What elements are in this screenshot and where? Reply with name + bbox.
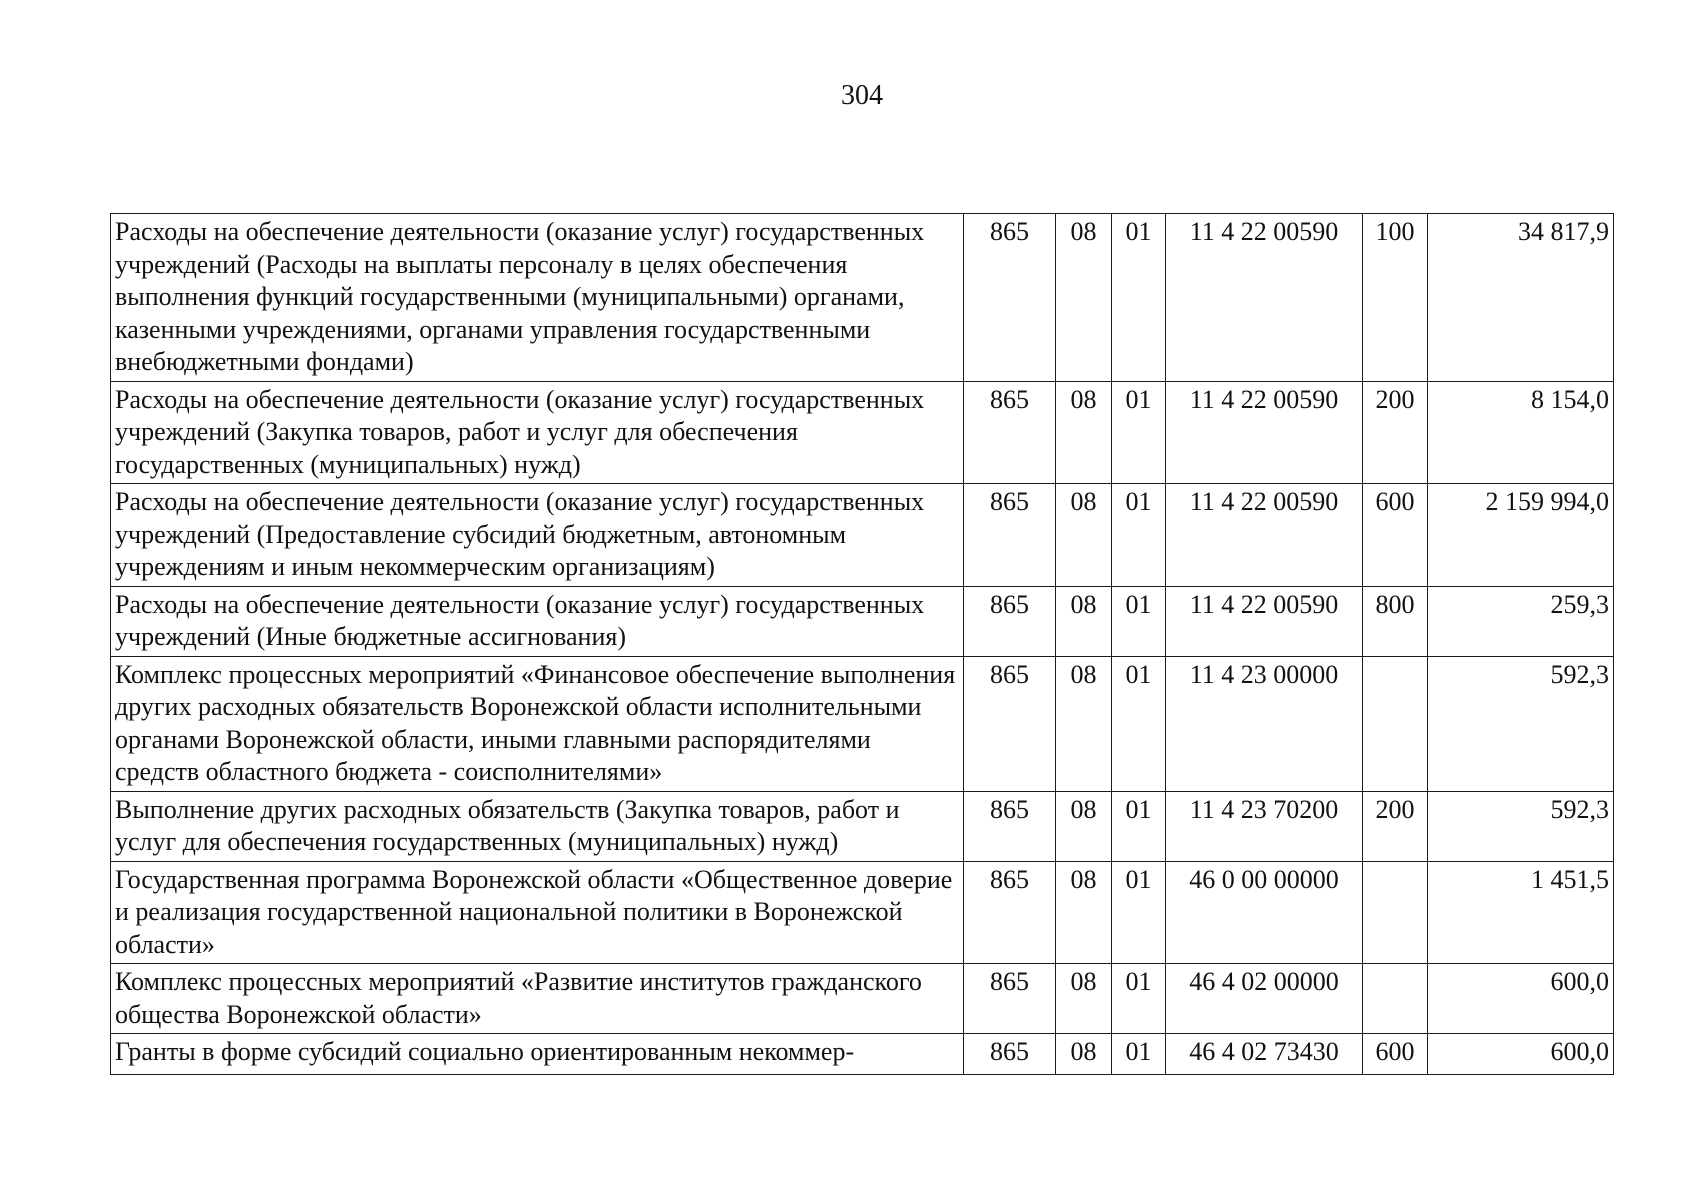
row-subsection: 01: [1112, 861, 1166, 964]
row-subsection: 01: [1112, 791, 1166, 861]
row-amount: 592,3: [1428, 791, 1614, 861]
row-subsection: 01: [1112, 381, 1166, 484]
row-expense-type: [1363, 656, 1428, 791]
row-section: 08: [1056, 381, 1112, 484]
table-row: [111, 484, 1614, 587]
row-target-article: 11 4 23 70200: [1166, 791, 1363, 861]
row-grbs: 865: [964, 381, 1056, 484]
row-subsection: 01: [1112, 484, 1166, 587]
row-target-article: 11 4 22 00590: [1166, 484, 1363, 587]
row-description: Расходы на обеспечение деятельности (оказание услуг) государственных учреждений (Закупка товаров, работ и услуг для обеспечения государственных (муниципальных) нужд): [111, 381, 964, 484]
row-target-article: 46 0 00 00000: [1166, 861, 1363, 964]
row-description: Государственная программа Воронежской области «Общественное доверие и реализация государственной национальной политики в Воронежской области»: [111, 861, 964, 964]
row-description: Расходы на обеспечение деятельности (оказание услуг) государственных учреждений (Иные бюджетные ассигнования): [111, 586, 964, 656]
row-expense-type: 600: [1363, 484, 1428, 587]
row-subsection: 01: [1112, 656, 1166, 791]
budget-table: [110, 213, 1614, 1075]
row-section: 08: [1056, 861, 1112, 964]
row-amount: 592,3: [1428, 656, 1614, 791]
row-target-article: 11 4 22 00590: [1166, 586, 1363, 656]
row-subsection: 01: [1112, 214, 1166, 382]
row-section: 08: [1056, 586, 1112, 656]
row-amount: 600,0: [1428, 1034, 1614, 1075]
row-subsection: 01: [1112, 1034, 1166, 1075]
row-section: 08: [1056, 484, 1112, 587]
row-amount: 600,0: [1428, 964, 1614, 1034]
row-amount: 34 817,9: [1428, 214, 1614, 382]
table-row: [111, 656, 1614, 791]
row-target-article: 11 4 22 00590: [1166, 381, 1363, 484]
row-target-article: 11 4 23 00000: [1166, 656, 1363, 791]
row-grbs: 865: [964, 964, 1056, 1034]
row-amount: 2 159 994,0: [1428, 484, 1614, 587]
row-expense-type: [1363, 861, 1428, 964]
row-expense-type: [1363, 964, 1428, 1034]
table-row: [111, 964, 1614, 1034]
page-number: 304: [841, 80, 883, 111]
table-row: [111, 381, 1614, 484]
row-description: Расходы на обеспечение деятельности (оказание услуг) государственных учреждений (Предоставление субсидий бюджетным, автономным учреждениям и иным некоммерческим организациям): [111, 484, 964, 587]
row-subsection: 01: [1112, 586, 1166, 656]
table-row: [111, 861, 1614, 964]
row-grbs: 865: [964, 484, 1056, 587]
row-expense-type: 100: [1363, 214, 1428, 382]
row-section: 08: [1056, 791, 1112, 861]
row-grbs: 865: [964, 586, 1056, 656]
table-row: [111, 1034, 1614, 1075]
row-section: 08: [1056, 656, 1112, 791]
row-expense-type: 600: [1363, 1034, 1428, 1075]
row-section: 08: [1056, 964, 1112, 1034]
row-expense-type: 200: [1363, 791, 1428, 861]
table-row: [111, 586, 1614, 656]
row-amount: 259,3: [1428, 586, 1614, 656]
row-grbs: 865: [964, 656, 1056, 791]
row-subsection: 01: [1112, 964, 1166, 1034]
row-target-article: 46 4 02 73430: [1166, 1034, 1363, 1075]
row-expense-type: 800: [1363, 586, 1428, 656]
row-description: Комплекс процессных мероприятий «Развитие институтов гражданского общества Воронежской области»: [111, 964, 964, 1034]
row-grbs: 865: [964, 1034, 1056, 1075]
table-row: [111, 791, 1614, 861]
row-target-article: 11 4 22 00590: [1166, 214, 1363, 382]
row-grbs: 865: [964, 861, 1056, 964]
row-grbs: 865: [964, 791, 1056, 861]
row-description: Комплекс процессных мероприятий «Финансовое обеспечение выполнения других расходных обязательств Воронежской области исполнительными органами Воронежской области, иными главными распорядителями средств областного бюджета - соисполнителями»: [111, 656, 964, 791]
row-section: 08: [1056, 214, 1112, 382]
row-description: Расходы на обеспечение деятельности (оказание услуг) государственных учреждений (Расходы на выплаты персоналу в целях обеспечения выполнения функций государственными (муниципальными) органами, казенными учреждениями, органами управления государственными внебюджетными фондами): [111, 214, 964, 382]
row-description: Гранты в форме субсидий социально ориентированным некоммер-: [111, 1034, 964, 1075]
row-section: 08: [1056, 1034, 1112, 1075]
row-grbs: 865: [964, 214, 1056, 382]
row-expense-type: 200: [1363, 381, 1428, 484]
table-row: [111, 214, 1614, 382]
row-amount: 1 451,5: [1428, 861, 1614, 964]
row-amount: 8 154,0: [1428, 381, 1614, 484]
row-target-article: 46 4 02 00000: [1166, 964, 1363, 1034]
row-description: Выполнение других расходных обязательств (Закупка товаров, работ и услуг для обеспечения государственных (муниципальных) нужд): [111, 791, 964, 861]
